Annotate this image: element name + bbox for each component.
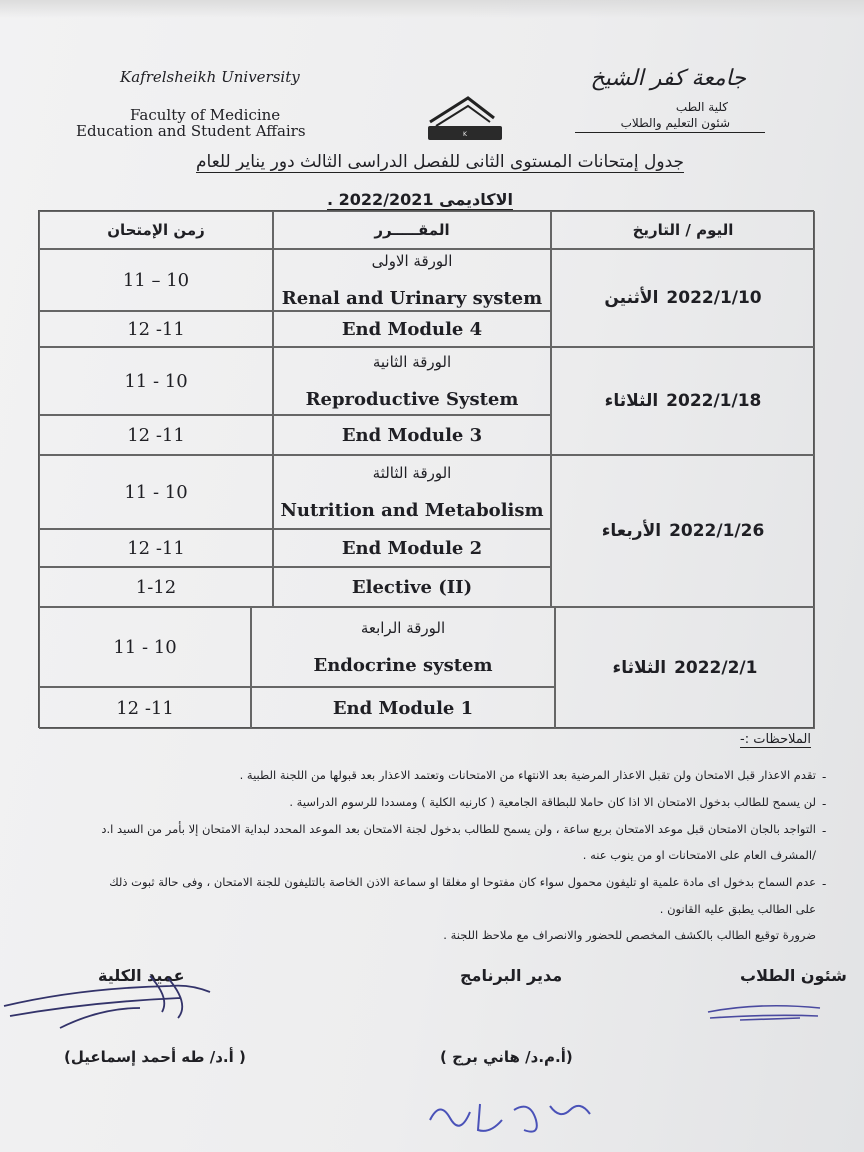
schedule-title-year [320, 190, 520, 209]
university-name-ar: جامعة كفر الشيخ [590, 66, 746, 91]
note-item: ضرورة توقيع الطالب بالكشف المخصص للحضور والانصراف مع ملاحظ اللجنة . [443, 928, 816, 942]
note-item: /المشرف العام على الامتحانات او من ينوب عنه . [582, 848, 816, 862]
program-director-label: مدير البرنامج [460, 966, 563, 985]
header-course: المقـــــرر [273, 211, 551, 249]
day-date-cell [551, 347, 815, 455]
exam-time: 12 -11 [39, 529, 273, 567]
handwritten-signature [420, 1090, 600, 1146]
course-name: Endocrine system [313, 654, 493, 676]
note-item: التواجد بالجان الامتحان قبل موعد الامتحان بربع ساعة ، ولن يسمح للطالب بدخول لجنة الامتحان بعد الموعد المحدد لبداية الامتحان إلا بأمر من السيد ا.د [101, 822, 816, 836]
course-cell [273, 249, 551, 311]
paper-label: الورقة الاولى [371, 251, 453, 270]
exam-time: 12 -11 [39, 687, 251, 729]
course-cell [273, 347, 551, 415]
notes-heading: الملاحظات :- [740, 732, 811, 747]
schedule-title-year-text: الاكاديمى 2022/2021 . [327, 190, 513, 209]
exam-date: 2022/1/10 [666, 288, 762, 308]
exam-date: 2022/1/26 [669, 521, 765, 541]
exam-time: 11 – 10 [39, 249, 273, 311]
note-item: على الطالب يطبق عليه القانون . [659, 902, 816, 916]
dean-name: ( أ.د/ طه أحمد إسماعيل) [64, 1048, 246, 1066]
course-name: Renal and Urinary system [281, 287, 543, 309]
exam-time: 12 -11 [39, 311, 273, 347]
course-cell [251, 607, 555, 687]
day-date-cell [555, 607, 815, 729]
schedule-title-text: جدول إمتحانات المستوى الثانى للفصل الدراسى الثالث دور يناير للعام [195, 152, 685, 172]
header-day-date: اليوم / التاريخ [551, 211, 815, 249]
exam-date: 2022/1/18 [666, 391, 762, 411]
paper-label: الورقة الثالثة [372, 463, 452, 482]
header-time: زمن الإمتحان [39, 211, 273, 249]
exam-day: الأثنين [604, 288, 659, 308]
exam-time: 11 - 10 [39, 455, 273, 529]
note-item: تقدم الاعذار قبل الامتحان ولن تقبل الاعذار المرضية بعد الانتهاء من الامتحانات وتعتمد الاعذار بعد قبولها من اللجنة الطبية . [239, 768, 816, 782]
dean-label: عميد الكلية [98, 966, 185, 985]
department-name-en: Education and Student Affairs [76, 122, 306, 140]
exam-day: الثلاثاء [604, 391, 659, 411]
exam-time: 11 - 10 [39, 607, 251, 687]
course-name: End Module 4 [273, 311, 551, 347]
exam-time: 12 -11 [39, 415, 273, 455]
note-item: لن يسمح للطالب بدخول الامتحان الا اذا كان حاملا للبطاقة الجامعية ( كارنيه الكلية ) ومسددا للرسوم الدراسية . [289, 795, 816, 809]
page-edge-shadow [0, 0, 864, 18]
faculty-name-en: Faculty of Medicine [130, 106, 281, 124]
svg-text:K: K [463, 131, 467, 138]
note-bullet: - [822, 797, 827, 811]
exam-day: الثلاثاء [612, 658, 667, 678]
note-bullet: - [822, 824, 827, 838]
paper-label: الورقة الثانية [372, 352, 452, 371]
university-logo [424, 92, 506, 144]
course-name: End Module 1 [251, 687, 555, 729]
schedule-title [140, 152, 740, 172]
day-date-cell [551, 249, 815, 347]
exam-time: 1-12 [39, 567, 273, 607]
dean-signature [0, 968, 230, 1038]
course-name: Reproductive System [305, 388, 519, 410]
exam-date: 2022/2/1 [674, 658, 758, 678]
course-cell [273, 455, 551, 529]
paper-label: الورقة الرابعة [360, 618, 446, 637]
note-bullet: - [822, 770, 827, 784]
course-name: End Module 2 [273, 529, 551, 567]
department-name-ar: شئون التعليم والطلاب [620, 116, 730, 130]
program-director-name: (أ.م.د/ هاني برج ) [440, 1048, 573, 1066]
course-name: Nutrition and Metabolism [280, 499, 544, 521]
exam-day: الأربعاء [601, 521, 662, 541]
course-name: Elective (II) [273, 567, 551, 607]
day-date-cell [551, 455, 815, 607]
university-name-en [120, 68, 300, 86]
header-rule [575, 132, 765, 133]
student-affairs-signature [700, 996, 830, 1026]
student-affairs-label: شئون الطلاب [740, 966, 847, 985]
exam-time: 11 - 10 [39, 347, 273, 415]
exam-schedule-table [38, 210, 814, 728]
faculty-name-ar: كلية الطب [675, 100, 728, 114]
university-name-en-text: Kafrelsheikh University [120, 68, 300, 86]
note-item: عدم السماح بدخول اى مادة علمية او تليفون محمول سواء كان مفتوحا او مغلقا او سماعة الاذن الخاصة بالتليفون للجنة الامتحان ، وفى حالة ثبوت ذلك [109, 875, 816, 889]
note-bullet: - [822, 877, 827, 891]
course-name: End Module 3 [273, 415, 551, 455]
